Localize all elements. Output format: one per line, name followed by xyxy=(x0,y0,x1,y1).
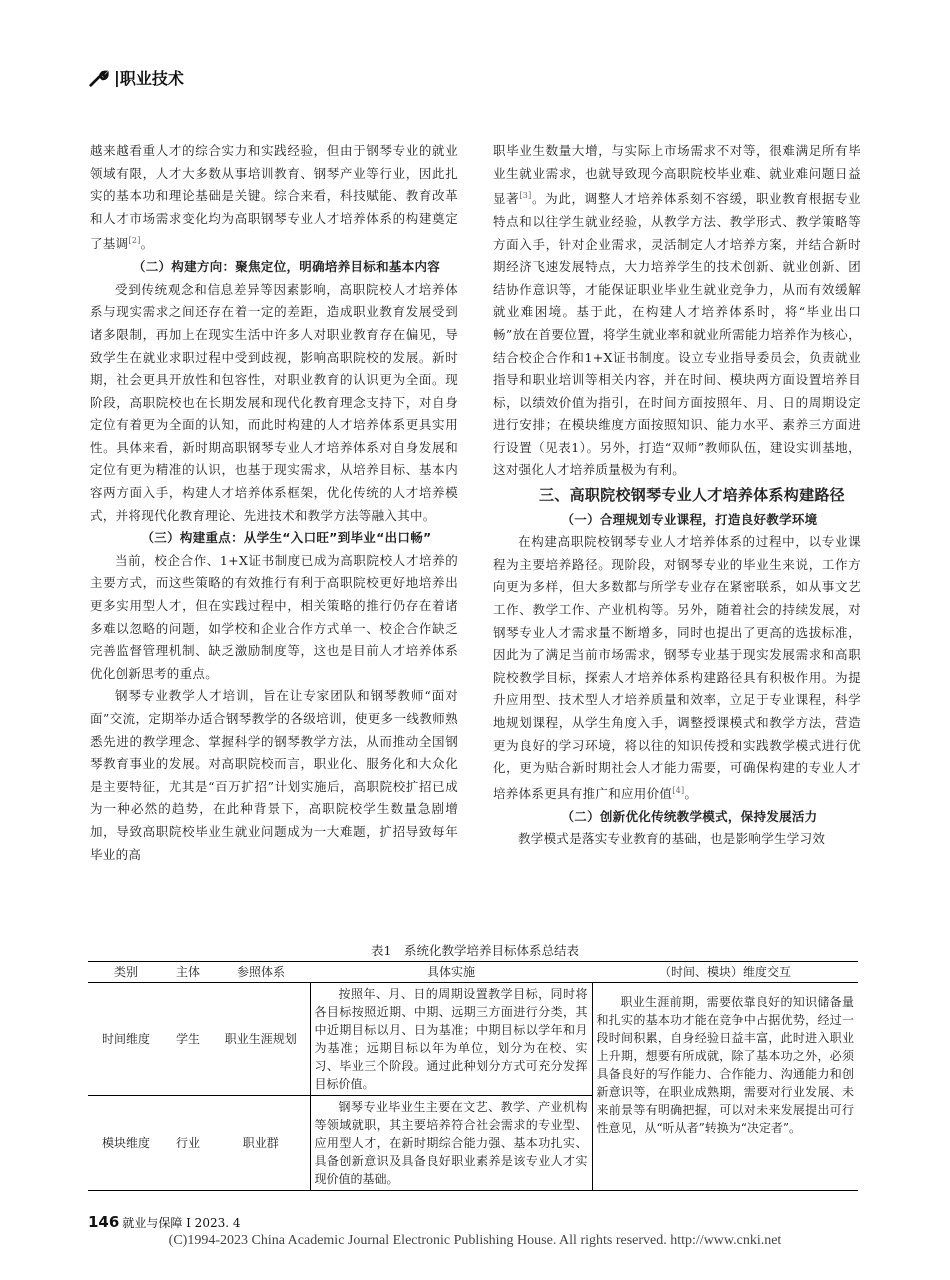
right-column xyxy=(493,140,861,851)
subheading: （一）合理规划专业课程，打造良好教学环境 xyxy=(561,511,818,527)
journal-name: 就业与保障 I 2023. 4 xyxy=(122,1216,241,1230)
goal-system-table xyxy=(88,961,858,1191)
wrench-icon xyxy=(88,67,110,89)
running-header: | 职业技术 xyxy=(88,66,184,89)
column-header: 主体 xyxy=(164,962,212,983)
detail-cell: 按照年、月、日的周期设置教学目标，同时将各目标按照近期、中期、远期三方面进行分类，其中近期目标以月、日为基准；中期目标以学年和月为基准；远期目标以年为单位，划分为在校、实习、毕业三个阶段。通过此种划分方式可充分发挥目标价值。 xyxy=(310,983,592,1096)
reference-cell: 职业群 xyxy=(212,1096,310,1191)
table-row xyxy=(88,983,858,1096)
column-header: 类别 xyxy=(88,962,164,983)
column-header: 参照体系 xyxy=(212,962,310,983)
subject-cell: 学生 xyxy=(164,983,212,1096)
paragraph: 在构建高职院校钢琴专业人才培养体系的过程中，以专业课程为主要培养路径。现阶段，对钢琴专业的毕业生来说，工作方向更为多样，但大多数都与所学专业存在紧密联系，如从事文艺工作、教学工作、产业机构等。另外，随着社会的持续发展，对钢琴专业人才需求量不断增多，同时也提出了更高的选拔标准，因此为了满足当前市场需求，钢琴专业基于现实发展需求和高职院校教学目标，探索人才培养体系构建路径具有积极作用。为提升应用型、技术型人才培养质量和效率，立足于专业课程，科学地规划课程，从学生角度入手，调整授课模式和教学方法，营造更为良好的学习环境，将以往的知识传授和实践教学模式进行优化，更为贴合新时期社会人才能力需要，可确保构建的专业人才培养体系更具有推广和应用价值[4]。 xyxy=(493,534,861,801)
column-header: （时间、模块）维度交互 xyxy=(592,962,858,983)
detail-cell: 钢琴专业毕业生主要在文艺、教学、产业机构等领域就职，其主要培养符合社会需求的专业型、应用型人才，在新时期综合能力强、基本功扎实、具备创新意识及具备良好职业素养是该专业人才实现价值的基础。 xyxy=(310,1096,592,1191)
subheading: （二）构建方向：聚焦定位，明确培养目标和基本内容 xyxy=(132,259,441,275)
paragraph: 教学模式是落实专业教育的基础，也是影响学生学习效 xyxy=(518,831,826,847)
page-number: 146 xyxy=(88,1213,120,1231)
citation: [4] xyxy=(672,785,685,795)
section-heading: 三、高职院校钢琴专业人才培养体系构建路径 xyxy=(538,486,845,505)
subheading: （二）创新优化传统教学模式，保持发展活力 xyxy=(561,808,818,824)
paragraph: 越来越看重人才的综合实力和实践经验，但由于钢琴专业的就业领域有限，人才大多数从事培训教育、钢琴产业等行业，因此扎实的基本功和理论基础是关键。综合来看，科技赋能、教育改革和人才市场需求变化均为高职钢琴专业人才培养体系的构建奠定了基调[2]。 xyxy=(90,143,458,252)
section-title: 职业技术 xyxy=(119,69,184,88)
paragraph: 钢琴专业教学人才培训，旨在让专家团队和钢琴教师“面对面”交流，定期举办适合钢琴教学的各级培训，使更多一线教师熟悉先进的教学理念、掌握科学的钢琴教学方法，从而推动全国钢琴教育事业的发展。对高职院校而言，职业化、服务化和大众化是主要特征，尤其是“百万扩招”计划实施后，高职院校扩招已成为一种必然的趋势，在此种背景下，高职院校学生数量急剧增加，导致高职院校毕业生就业问题成为一大难题，扩招导致每年毕业的高 xyxy=(90,688,458,862)
subject-cell: 行业 xyxy=(164,1096,212,1191)
category-cell: 时间维度 xyxy=(88,983,164,1096)
left-column xyxy=(90,140,458,866)
paragraph: 当前，校企合作、1+X证书制度已成为高职院校人才培养的主要方式，而这些策略的有效推行有利于高职院校更好地培养出更多实用型人才，但在实践过程中，相关策略的推行仍存在着诸多难以忽略的问题，如学校和企业合作方式单一、校企合作缺乏完善监督管理机制、缺乏激励制度等，这也是目前人才培养体系优化创新思考的重点。 xyxy=(90,552,458,681)
copyright-line: (C)1994-2023 China Academic Journal Electronic Publishing House. All rights reserved. http://www.cnki.net xyxy=(168,1233,782,1248)
table-caption: 表1 系统化教学培养目标体系总结表 xyxy=(371,943,579,958)
interaction-cell: 职业生涯前期，需要依靠良好的知识储备量和扎实的基本功才能在竞争中占据优势，经过一段时间积累，自身经验日益丰富，此时进入职业上升期，想要有所成就，除了基本功之外，必须具备良好的写作能力、合作能力、沟通能力和创新意识等，在职业成熟期，需要对行业发展、未来前景等有明确把握，可以对未来发展提出可行性意见，从“听从者”转换为“决定者”。 xyxy=(592,983,858,1191)
category-cell: 模块维度 xyxy=(88,1096,164,1191)
reference-cell: 职业生涯规划 xyxy=(212,983,310,1096)
page-footer xyxy=(88,1213,241,1231)
paragraph: 受到传统观念和信息差异等因素影响，高职院校人才培养体系与现实需求之间还存在着一定的差距，造成职业教育发展受到诸多限制，再加上在现实生活中许多人对职业教育存在偏见，导致学生在就业求职过程中受到歧视，影响高职院校的发展。新时期，社会更具开放性和包容性，对职业教育的认识更为全面。现阶段，高职院校也在长期发展和现代化教育理念支持下，对自身定位有着更为全面的认知，而此时构建的人才培养体系更具实用性。具体来看，新时期高职钢琴专业人才培养体系对自身发展和定位有更为精准的认识，也基于现实需求，从培养目标、基本内容两方面入手，构建人才培养体系框架，优化传统的人才培养模式，并将现代化教育理论、先进技术和教学方法等融入其中。 xyxy=(90,281,458,523)
citation: [2] xyxy=(128,236,141,246)
subheading: （三）构建重点：从学生“入口旺”到毕业“出口畅” xyxy=(141,530,432,546)
citation: [3] xyxy=(519,191,532,201)
column-header: 具体实施 xyxy=(310,962,592,983)
paragraph: 职毕业生数量大增，与实际上市场需求不对等，很难满足所有毕业生就业需求，也就导致现今高职院校毕业难、就业难问题日益显著[3]。为此，调整人才培养体系刻不容缓，职业教育根据专业特点和以往学生就业经验，从教学方法、教学形式、教学策略等方面入手，针对企业需求，灵活制定人才培养方案，并结合新时期经济飞速发展特点，大力培养学生的技术创新、就业创新、团结协作意识等，才能保证职业毕业生就业竞争力，从而有效缓解就业难困境。基于此，在构建人才培养体系时，将“毕业出口畅”放在首要位置，将学生就业率和就业所需能力培养作为核心，结合校企合作和1+X证书制度。设立专业指导委员会，负责就业指导和职业培训等相关内容，并在时间、模块两方面设置培养目标，以绩效价值为指引，在时间方面按照年、月、日的周期设定进行安排；在模块维度方面按照知识、能力水平、素养三方面进行设置（见表1）。另外，打造“双师”教师队伍，建设实训基地，这对强化人才培养质量极为有利。 xyxy=(493,143,861,478)
table-header-row xyxy=(88,962,858,983)
